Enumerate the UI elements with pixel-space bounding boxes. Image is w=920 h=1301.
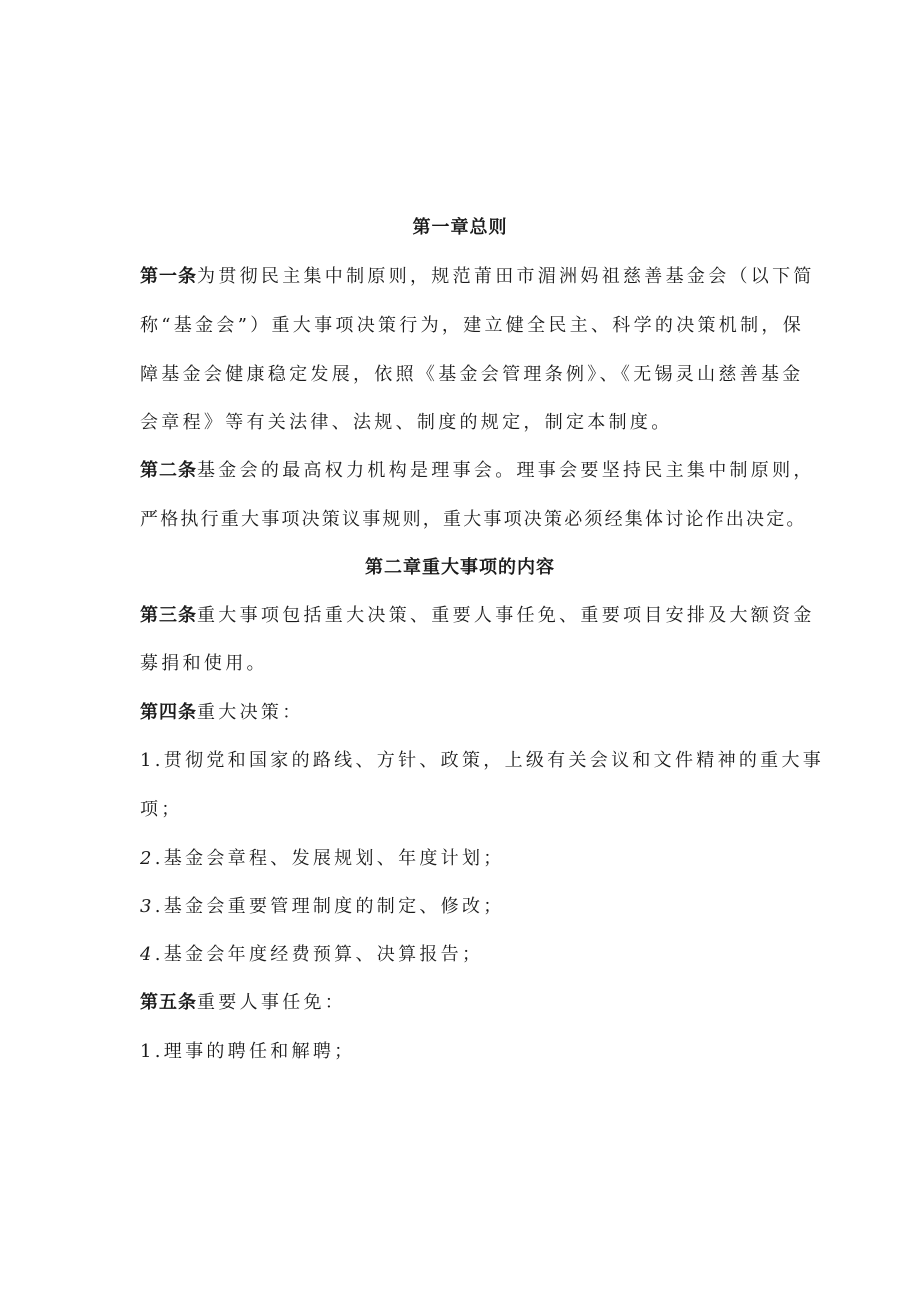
article-4-heading (140, 701, 304, 725)
article-3-line-1 (140, 604, 815, 628)
article-4-text: 重大决策： (197, 702, 304, 723)
item-number: 1 (140, 1041, 155, 1062)
item-text: .基金会年度经费预算、决算报告； (154, 944, 484, 965)
article-4-item-1-line-1 (140, 749, 824, 773)
item-text: .基金会重要管理制度的制定、修改； (154, 896, 505, 917)
item-number: 2 (140, 848, 155, 869)
article-5-heading (140, 991, 346, 1015)
article-2-line-1 (140, 459, 815, 483)
article-3-text-1: 重大事项包括重大决策、重要人事任免、重要项目安排及大额资金 (197, 605, 815, 626)
chapter-2-title: 第二章重大事项的内容 (365, 557, 555, 578)
article-2-label: 第二条 (140, 460, 197, 481)
article-1-line-1 (140, 265, 815, 289)
article-1-label: 第一条 (140, 266, 197, 287)
article-4-label: 第四条 (140, 702, 197, 723)
article-1-line-2: 称“基金会”）重大事项决策行为，建立健全民主、科学的决策机制，保 (140, 315, 805, 336)
article-4-item-3 (140, 895, 505, 919)
article-5-label: 第五条 (140, 992, 197, 1013)
article-2-text-1: 基金会的最高权力机构是理事会。理事会要坚持民主集中制原则， (197, 460, 815, 481)
item-text: .基金会章程、发展规划、年度计划； (154, 848, 505, 869)
item-text: .理事的聘任和解聘； (154, 1041, 356, 1062)
item-number: 3 (140, 896, 155, 917)
article-3-label: 第三条 (140, 605, 197, 626)
article-3-line-2: 募捐和使用。 (140, 653, 268, 674)
article-5-item-1 (140, 1040, 356, 1064)
item-text: 贯彻党和国家的路线、方针、政策，上级有关会议和文件精神的重大事 (163, 750, 825, 771)
item-number: 1. (140, 750, 164, 771)
article-5-text: 重要人事任免： (197, 992, 347, 1013)
article-2-line-2: 严格执行重大事项决策议事规则，重大事项决策必须经集体讨论作出决定。 (140, 509, 807, 530)
article-4-item-4 (140, 943, 483, 967)
article-1-line-3: 障基金会健康稳定发展，依照《基金会管理条例》、《无锡灵山慈善基金 (140, 364, 804, 385)
article-4-item-1-line-2: 项； (140, 799, 183, 820)
article-1-line-4: 会章程》等有关法律、法规、制度的规定，制定本制度。 (140, 412, 673, 433)
article-4-item-2 (140, 847, 505, 871)
chapter-1-title: 第一章总则 (412, 217, 508, 238)
article-1-text-1: 为贯彻民主集中制原则，规范莆田市湄洲妈祖慈善基金会（以下简 (197, 266, 815, 287)
item-number: 4 (140, 944, 155, 965)
